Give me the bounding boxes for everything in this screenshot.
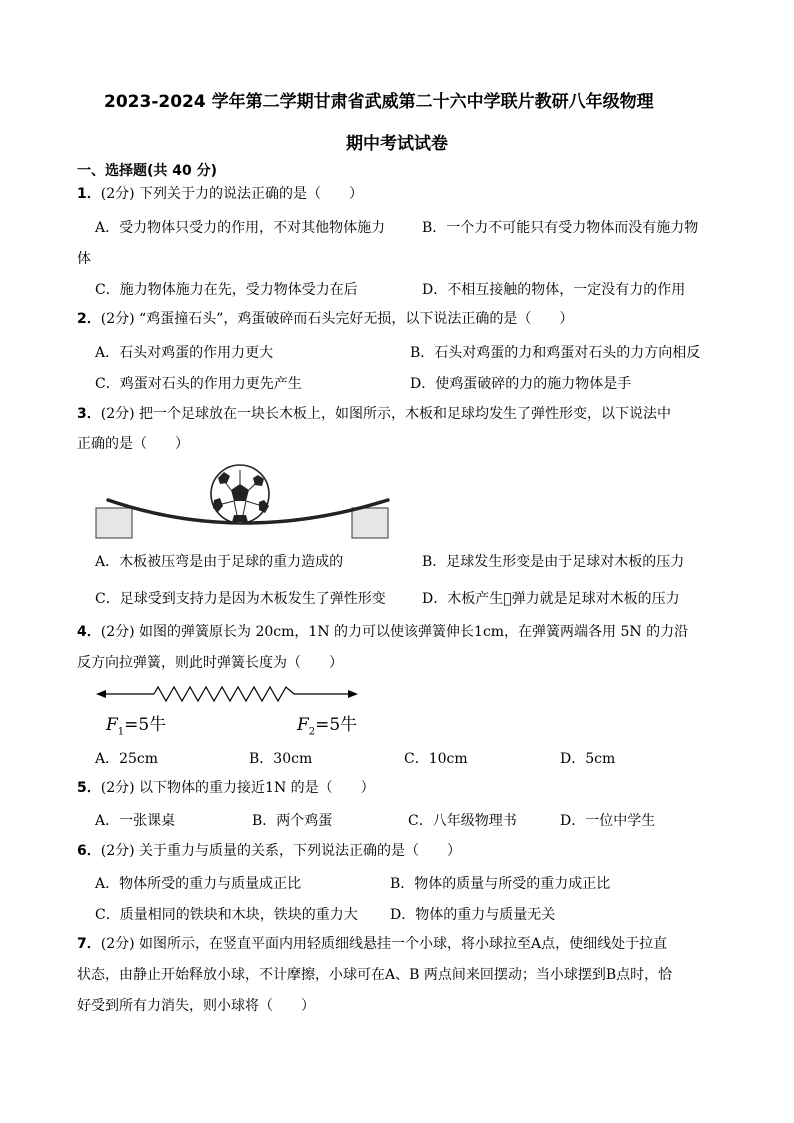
question-3-stem (77, 404, 671, 424)
q6-option-d[interactable]: D．物体的重力与质量无关 (390, 907, 556, 923)
question-number: 1． (77, 186, 101, 202)
left-arrow-icon (96, 690, 154, 698)
f1-subscript: 1 (117, 726, 125, 738)
question-number: 7． (77, 936, 101, 952)
question-6-stem (77, 841, 461, 861)
question-number: 4． (77, 624, 101, 640)
question-number: 6． (77, 843, 101, 859)
question-text: 下列关于力的说法正确的是（ ） (139, 186, 364, 202)
question-2-stem (77, 309, 573, 329)
section-heading: 一、选择题(共 40 分) (77, 163, 218, 179)
q6-option-b[interactable]: B．物体的质量与所受的重力成正比 (390, 876, 611, 892)
question-7-stem (77, 934, 667, 954)
q2-option-b[interactable]: B．石头对鸡蛋的力和鸡蛋对石头的力方向相反 (410, 345, 701, 361)
question-5-stem (77, 778, 375, 798)
question-points: (2分) (100, 780, 135, 796)
question-points: (2分) (100, 311, 135, 327)
q3-option-a[interactable]: A．木板被压弯是由于足球的重力造成的 (95, 554, 344, 570)
question-text: 把一个足球放在一块长木板上，如图所示，木板和足球均发生了弹性形变，以下说法中 (139, 406, 672, 422)
soccer-ball-icon (211, 465, 269, 523)
question-7-stem-line3: 好受到所有力消失，则小球将（ ） (77, 998, 315, 1014)
question-points: (2分) (100, 624, 135, 640)
q5-option-a[interactable]: A．一张课桌 (95, 813, 176, 829)
q5-option-b[interactable]: B．两个鸡蛋 (252, 813, 333, 829)
question-points: (2分) (100, 936, 135, 952)
q6-option-c[interactable]: C．质量相同的铁块和木块，铁块的重力大 (95, 907, 358, 923)
question-text: 关于重力与质量的关系，下列说法正确的是（ ） (139, 843, 462, 859)
q6-option-a[interactable]: A．物体所受的重力与质量成正比 (95, 876, 302, 892)
right-support-block (352, 508, 388, 538)
question-points: (2分) (100, 843, 135, 859)
spring-coil (154, 687, 294, 701)
q1-option-d[interactable]: D．不相互接触的物体，一定没有力的作用 (422, 282, 686, 298)
q1-option-b[interactable]: B．一个力不可能只有受力物体而没有施力物 (422, 220, 699, 236)
question-number: 2． (77, 311, 101, 327)
question-text: 如图的弹簧原长为 20cm，1N 的力可以使该弹簧伸长1cm，在弹簧两端各用 5N 的力沿 (139, 624, 689, 640)
f2-subscript: 2 (308, 726, 316, 738)
q4-option-b[interactable]: B．30cm (249, 751, 313, 767)
question-4-stem (77, 622, 688, 642)
f1-symbol: F (106, 715, 118, 735)
question-number: 5． (77, 780, 101, 796)
f1-value: =5牛 (124, 715, 167, 735)
question-number: 3． (77, 406, 101, 422)
question-3-stem-line2: 正确的是（ ） (77, 436, 189, 452)
question-1-stem (77, 184, 363, 204)
force-label-f1 (106, 710, 166, 737)
q5-option-d[interactable]: D．一位中学生 (560, 813, 656, 829)
left-support-block (96, 508, 132, 538)
q2-option-a[interactable]: A．石头对鸡蛋的作用力更大 (95, 345, 274, 361)
spring-figure (94, 684, 364, 704)
question-text: 如图所示，在竖直平面内用轻质细线悬挂一个小球，将小球拉至A点，使细线处于拉直 (139, 936, 668, 952)
right-arrow-icon (294, 690, 358, 698)
exam-title-line1: 2023-2024 学年第二学期甘肃省武威第二十六中学联片教研八年级物理 (104, 92, 654, 112)
q3-option-c[interactable]: C．足球受到支持力是因为木板发生了弹性形变 (95, 591, 386, 607)
question-7-stem-line2: 状态，由静止开始释放小球，不计摩擦，小球可在A、B 两点间来回摆动；当小球摆到B点时，恰 (77, 967, 673, 983)
q4-option-a[interactable]: A．25cm (95, 751, 159, 767)
force-label-f2 (297, 710, 357, 737)
q1-option-c[interactable]: C．施力物体施力在先，受力物体受力在后 (95, 282, 358, 298)
question-points: (2分) (100, 186, 135, 202)
board-ball-figure (92, 462, 402, 548)
q5-option-c[interactable]: C．八年级物理书 (408, 813, 517, 829)
question-text: “鸡蛋撞石头”，鸡蛋破碎而石头完好无损，以下说法正确的是（ ） (139, 311, 574, 327)
question-points: (2分) (100, 406, 135, 422)
exam-title-line2: 期中考试试卷 (346, 134, 448, 154)
q2-option-d[interactable]: D．使鸡蛋破碎的力的施力物体是手 (410, 376, 632, 392)
q3-option-d[interactable]: D．木板产生 弹力就是足球对木板的压力 (422, 591, 680, 607)
question-4-stem-line2: 反方向拉弹簧，则此时弹簧长度为（ ） (77, 655, 343, 671)
q1-option-b-continuation: 体 (77, 251, 91, 267)
q2-option-c[interactable]: C．鸡蛋对石头的作用力更先产生 (95, 376, 302, 392)
f2-value: =5牛 (315, 715, 358, 735)
q3-option-b[interactable]: B．足球发生形变是由于足球对木板的压力 (422, 554, 685, 570)
f2-symbol: F (297, 715, 309, 735)
q4-option-d[interactable]: D．5cm (560, 751, 616, 767)
q4-option-c[interactable]: C．10cm (404, 751, 468, 767)
q1-option-a[interactable]: A．受力物体只受力的作用，不对其他物体施力 (95, 220, 386, 236)
question-text: 以下物体的重力接近1N 的是（ ） (139, 780, 375, 796)
